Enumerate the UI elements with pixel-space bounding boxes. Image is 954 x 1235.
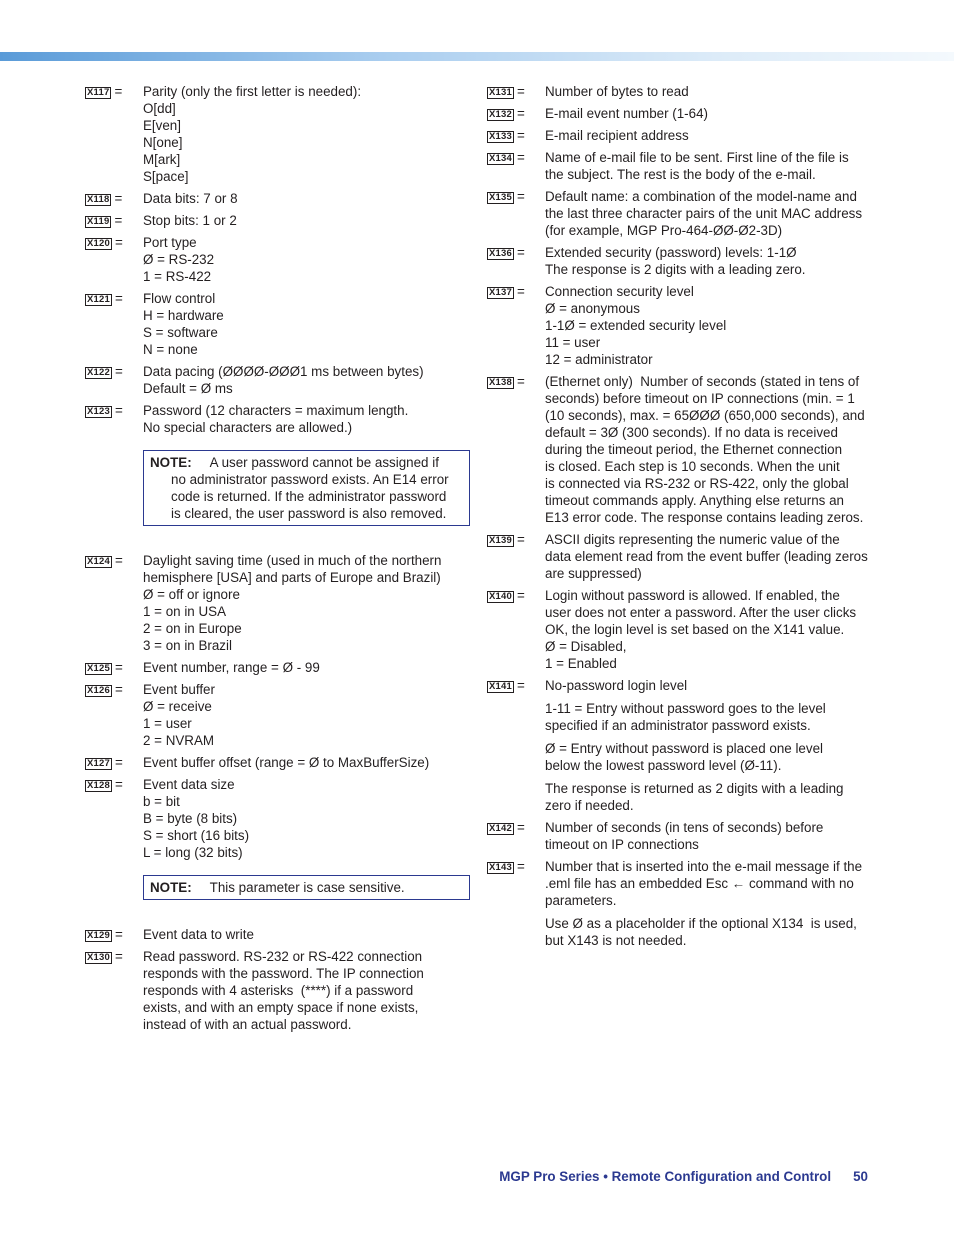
equals-sign: = [115, 660, 123, 675]
parameter-tag [487, 677, 545, 814]
description-line: specified if an administrator password exists. [545, 718, 811, 733]
parameter-entry [85, 926, 470, 943]
parameter-code: X138 [489, 377, 512, 388]
parameter-description [545, 83, 877, 100]
note-label: NOTE: [150, 880, 192, 895]
parameter-entry [85, 776, 470, 861]
description-line: during the timeout period, the Ethernet connection [545, 442, 843, 457]
parameter-code: X120 [87, 238, 110, 249]
parameter-code: X142 [489, 823, 512, 834]
parameter-entry [487, 188, 877, 239]
parameter-code: X137 [489, 287, 512, 298]
equals-sign: = [517, 374, 525, 389]
parameter-entry [85, 402, 470, 436]
equals-sign: = [115, 777, 123, 792]
parameter-tag [487, 244, 545, 278]
parameter-entry [487, 677, 877, 814]
equals-sign: = [115, 949, 123, 964]
description-line: the last three character pairs of the unit MAC address [545, 206, 863, 221]
equals-sign: = [517, 532, 525, 547]
description-line: Data pacing (ØØØØ-ØØØ1 ms between bytes) [143, 364, 424, 379]
equals-sign: = [114, 191, 123, 206]
page-footer [478, 1168, 868, 1185]
description-line: the subject. The rest is the body of the e-mail. [545, 167, 816, 182]
parameter-tag [85, 83, 143, 185]
parameter-tag [85, 402, 143, 436]
equals-sign: = [517, 588, 525, 603]
equals-sign: = [115, 235, 123, 250]
parameter-tag [85, 290, 143, 358]
description-line: Number of seconds (in tens of seconds) before [545, 820, 824, 835]
parameter-tag [85, 552, 143, 654]
parameter-description [545, 587, 877, 672]
equals-sign: = [115, 291, 123, 306]
left-column [85, 83, 470, 1038]
description-line: No special characters are allowed.) [143, 420, 353, 435]
description-line: responds with 4 asterisks (****) if a password [143, 983, 414, 998]
parameter-code: X140 [489, 591, 512, 602]
parameter-code: X129 [87, 930, 110, 941]
description-line: Ø = Entry without password is placed one level [545, 741, 823, 756]
description-line: Event number, range = Ø - 99 [143, 660, 320, 675]
description-paragraph [545, 915, 877, 949]
parameter-tag [487, 83, 545, 100]
page-number: 50 [853, 1169, 868, 1184]
description-line: user does not enter a password. After the user clicks [545, 605, 857, 620]
parameter-tag [85, 212, 143, 229]
description-line: Name of e-mail file to be sent. First line of the file is [545, 150, 849, 165]
description-line: 2 = on in Europe [143, 621, 242, 636]
parameter-entry [487, 149, 877, 183]
description-line: The response is 2 digits with a leading zero. [545, 262, 806, 277]
footer-title: MGP Pro Series • Remote Configuration and Control [499, 1169, 832, 1184]
parameter-entry [85, 190, 470, 207]
equals-sign: = [115, 682, 123, 697]
equals-sign: = [517, 820, 525, 835]
description-line: The response is returned as 2 digits with a leading [545, 781, 844, 796]
description-line: data element read from the event buffer (leading zeros [545, 549, 868, 564]
parameter-tag [487, 127, 545, 144]
description-line: E13 error code. The response contains leading zeros. [545, 510, 864, 525]
description-line: No-password login level [545, 678, 688, 693]
description-line: O[dd] [143, 101, 176, 116]
parameter-description [143, 212, 470, 229]
equals-sign: = [517, 106, 525, 121]
parameter-code: X134 [489, 153, 512, 164]
parameter-code: X131 [489, 87, 512, 98]
description-line: Daylight saving time (used in much of the northern [143, 553, 442, 568]
parameter-entry [487, 373, 877, 526]
parameter-tag [487, 149, 545, 183]
equals-sign: = [517, 859, 525, 874]
parameter-tag [85, 948, 143, 1033]
parameter-description [143, 83, 470, 185]
description-line: zero if needed. [545, 798, 634, 813]
description-line: Ø = anonymous [545, 301, 640, 316]
description-line: is connected via RS-232 or RS-422, only the global [545, 476, 849, 491]
description-line: N = none [143, 342, 198, 357]
parameter-entry [487, 283, 877, 368]
parameter-tag [85, 776, 143, 861]
parameter-tag [487, 587, 545, 672]
note-text: A user password cannot be assigned if [209, 455, 439, 470]
equals-sign: = [517, 678, 525, 693]
description-line: Extended security (password) levels: 1-1Ø [545, 245, 797, 260]
description-line: L = long (32 bits) [143, 845, 243, 860]
parameter-code: X132 [489, 109, 512, 120]
parameter-entry [85, 234, 470, 285]
parameter-code: X130 [87, 952, 110, 963]
parameter-tag [85, 659, 143, 676]
parameter-entry [487, 105, 877, 122]
note-text-line: code is returned. If the administrator password [171, 489, 447, 504]
parameter-entry [85, 659, 470, 676]
description-line: H = hardware [143, 308, 224, 323]
parameter-description [143, 190, 470, 207]
parameter-tag [487, 531, 545, 582]
note-box [143, 450, 470, 526]
parameter-entry [487, 244, 877, 278]
description-line: Connection security level [545, 284, 694, 299]
parameter-code: X117 [87, 87, 110, 98]
description-line: 1 = Enabled [545, 656, 617, 671]
parameter-code: X124 [87, 556, 110, 567]
parameter-description [143, 926, 470, 943]
parameter-code: X128 [87, 780, 110, 791]
description-line: 1-11 = Entry without password goes to the level [545, 701, 826, 716]
description-line: 2 = NVRAM [143, 733, 215, 748]
parameter-code: X123 [87, 406, 110, 417]
parameter-code: X143 [489, 862, 512, 873]
parameter-code: X118 [87, 194, 110, 205]
description-line: E[ven] [143, 118, 181, 133]
description-line: exists, and with an empty space if none exists, [143, 1000, 419, 1015]
parameter-entry [487, 127, 877, 144]
parameter-entry [85, 290, 470, 358]
parameter-tag [487, 188, 545, 239]
parameter-entry [487, 83, 877, 100]
parameter-description [143, 363, 470, 397]
description-line: OK, the login level is set based on the X141 value. [545, 622, 845, 637]
parameter-description [545, 858, 877, 949]
description-line: but X143 is not needed. [545, 933, 687, 948]
equals-sign: = [517, 84, 525, 99]
description-line: Parity (only the first letter is needed): [143, 84, 362, 99]
parameter-description [545, 244, 877, 278]
parameter-tag [487, 819, 545, 853]
parameter-description [545, 373, 877, 526]
parameter-entry [85, 363, 470, 397]
description-line: are suppressed) [545, 566, 642, 581]
parameter-code: X133 [489, 131, 512, 142]
equals-sign: = [517, 245, 525, 260]
parameter-tag [85, 363, 143, 397]
parameter-code: X121 [87, 294, 110, 305]
description-line: instead of with an actual password. [143, 1017, 352, 1032]
parameter-entry [85, 754, 470, 771]
parameter-tag [487, 858, 545, 949]
description-line: hemisphere [USA] and parts of Europe and Brazil) [143, 570, 441, 585]
note-text-line: is cleared, the user password is also removed. [171, 506, 447, 521]
equals-sign: = [115, 403, 123, 418]
parameter-code: X119 [87, 216, 110, 227]
equals-sign: = [517, 128, 525, 143]
description-line: .eml file has an embedded Esc ← command with no [545, 876, 854, 891]
description-line: (10 seconds), max. = 65ØØØ (650,000 seconds), and [545, 408, 865, 423]
description-line: (Ethernet only) Number of seconds (stated in tens of [545, 374, 860, 389]
description-line: E-mail recipient address [545, 128, 689, 143]
description-line: default = 3Ø (300 seconds). If no data is received [545, 425, 838, 440]
equals-sign: = [517, 189, 525, 204]
description-line: 1 = RS-422 [143, 269, 212, 284]
equals-sign: = [115, 553, 123, 568]
description-line: ASCII digits representing the numeric value of the [545, 532, 840, 547]
description-line: B = byte (8 bits) [143, 811, 238, 826]
description-line: Default name: a combination of the model-name and [545, 189, 857, 204]
description-line: Read password. RS-232 or RS-422 connection [143, 949, 423, 964]
parameter-code: X139 [489, 535, 512, 546]
parameter-description [545, 149, 877, 183]
description-line: 1 = on in USA [143, 604, 226, 619]
parameter-description [545, 127, 877, 144]
equals-sign: = [114, 213, 123, 228]
parameter-description [545, 188, 877, 239]
equals-sign: = [115, 755, 123, 770]
parameter-entry [487, 531, 877, 582]
description-line: 11 = user [545, 335, 601, 350]
parameter-tag [85, 190, 143, 207]
description-line: Login without password is allowed. If enabled, the [545, 588, 840, 603]
note-text-line: no administrator password exists. An E14 error [171, 472, 449, 487]
description-line: Number of bytes to read [545, 84, 689, 99]
parameter-tag [487, 105, 545, 122]
parameter-code: X126 [87, 685, 110, 696]
description-line: Stop bits: 1 or 2 [143, 213, 237, 228]
equals-sign: = [114, 84, 123, 99]
description-line: N[one] [143, 135, 183, 150]
description-line: Event buffer offset (range = Ø to MaxBufferSize) [143, 755, 430, 770]
parameter-code: X122 [87, 367, 110, 378]
equals-sign: = [115, 927, 123, 942]
note-label: NOTE: [150, 455, 192, 470]
description-line: responds with the password. The IP connection [143, 966, 424, 981]
equals-sign: = [517, 284, 525, 299]
parameter-description [545, 819, 877, 853]
description-line: 1-1Ø = extended security level [545, 318, 727, 333]
parameter-entry [85, 552, 470, 654]
header-gradient-bar [0, 52, 954, 61]
equals-sign: = [517, 150, 525, 165]
description-line: S = software [143, 325, 218, 340]
description-line: Data bits: 7 or 8 [143, 191, 238, 206]
parameter-description [143, 754, 470, 771]
description-line: Use Ø as a placeholder if the optional X134 is used, [545, 916, 857, 931]
description-line: Ø = receive [143, 699, 212, 714]
parameter-code: X135 [489, 192, 512, 203]
description-line: Port type [143, 235, 197, 250]
parameter-tag [85, 681, 143, 749]
parameter-description [545, 105, 877, 122]
parameter-description [143, 234, 470, 285]
description-line: Number that is inserted into the e-mail message if the [545, 859, 863, 874]
description-line: timeout commands apply. Anything else returns an [545, 493, 844, 508]
description-line: Ø = Disabled, [545, 639, 627, 654]
parameter-description [143, 552, 470, 654]
description-line: Ø = off or ignore [143, 587, 240, 602]
description-line: is closed. Each step is 10 seconds. When the unit [545, 459, 840, 474]
parameter-code: X125 [87, 663, 110, 674]
description-line: Event data size [143, 777, 235, 792]
right-column [487, 83, 877, 954]
parameter-code: X127 [87, 758, 110, 769]
description-line: Event buffer [143, 682, 215, 697]
parameter-description [143, 776, 470, 861]
parameter-entry [85, 681, 470, 749]
parameter-code: X141 [489, 681, 512, 692]
description-line: (for example, MGP Pro-464-ØØ-Ø2-3D) [545, 223, 783, 238]
parameter-description [143, 402, 470, 436]
parameter-entry [85, 948, 470, 1033]
parameter-description [143, 948, 470, 1033]
parameter-description [545, 283, 877, 368]
parameter-description [545, 531, 877, 582]
description-line: S[pace] [143, 169, 189, 184]
description-line: S = short (16 bits) [143, 828, 250, 843]
parameter-tag [85, 234, 143, 285]
description-line: b = bit [143, 794, 180, 809]
parameter-tag [85, 926, 143, 943]
parameter-tag [85, 754, 143, 771]
description-line: Event data to write [143, 927, 254, 942]
note-text: This parameter is case sensitive. [209, 880, 405, 895]
parameter-description [143, 681, 470, 749]
description-line: 3 = on in Brazil [143, 638, 232, 653]
description-line: Flow control [143, 291, 216, 306]
description-paragraph [545, 780, 877, 814]
parameter-description [143, 659, 470, 676]
parameter-entry [85, 212, 470, 229]
parameter-entry [85, 83, 470, 185]
description-paragraph [545, 740, 877, 774]
note-first-line [150, 879, 463, 896]
description-line: timeout on IP connections [545, 837, 699, 852]
parameter-description [143, 290, 470, 358]
description-line: E-mail event number (1-64) [545, 106, 708, 121]
description-line: parameters. [545, 893, 617, 908]
parameter-description [545, 677, 877, 814]
description-line: Ø = RS-232 [143, 252, 215, 267]
parameter-code: X136 [489, 248, 512, 259]
note-box [143, 875, 470, 900]
description-line: 1 = user [143, 716, 192, 731]
description-line: M[ark] [143, 152, 181, 167]
description-line: below the lowest password level (Ø-11). [545, 758, 782, 773]
parameter-tag [487, 283, 545, 368]
equals-sign: = [115, 364, 123, 379]
description-paragraph [545, 700, 877, 734]
description-line: Password (12 characters = maximum length. [143, 403, 409, 418]
parameter-entry [487, 858, 877, 949]
description-line: Default = Ø ms [143, 381, 233, 396]
parameter-entry [487, 587, 877, 672]
parameter-entry [487, 819, 877, 853]
note-first-line [150, 454, 463, 471]
description-line: seconds) before timeout on IP connections (min. = 1 [545, 391, 855, 406]
description-line: 12 = administrator [545, 352, 653, 367]
parameter-tag [487, 373, 545, 526]
